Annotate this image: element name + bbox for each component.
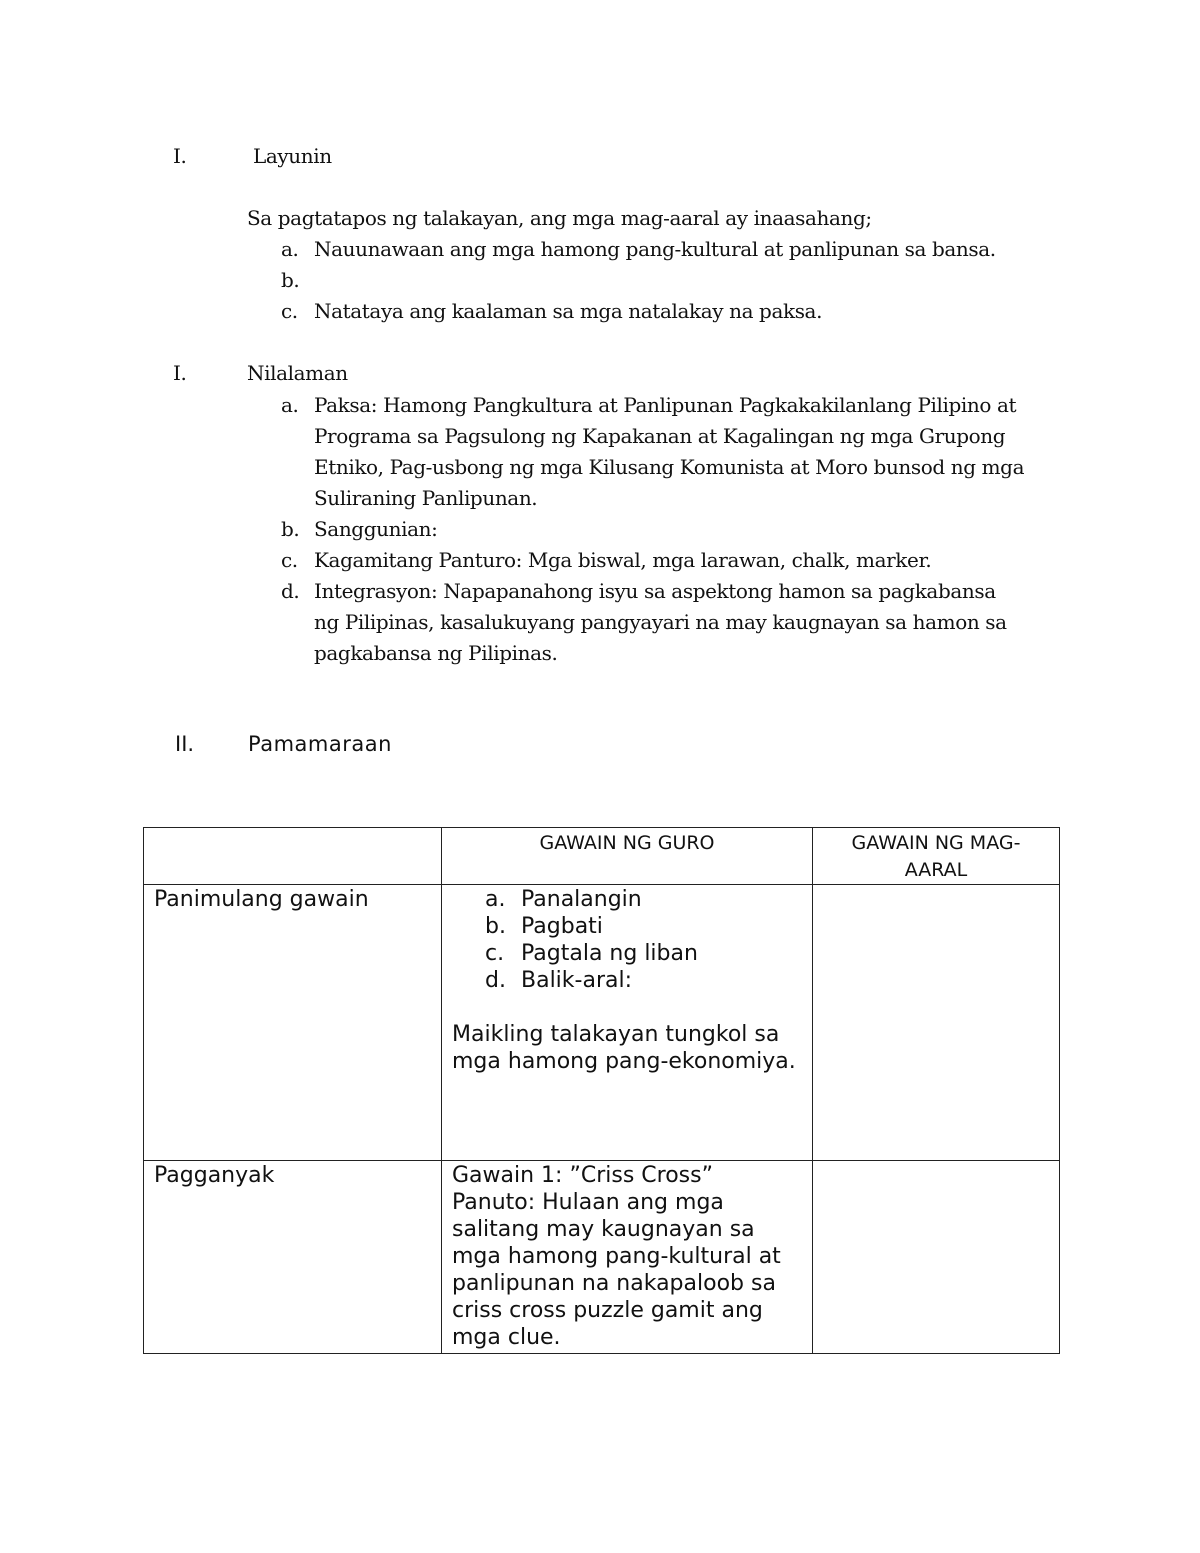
list-marker: b. xyxy=(281,268,300,292)
list-marker: d. xyxy=(485,968,506,993)
student-activity-cell xyxy=(813,1161,1060,1354)
row-label: Panimulang gawain xyxy=(144,885,442,1161)
list-marker: b. xyxy=(281,517,300,541)
list-text: Sanggunian: xyxy=(314,517,438,541)
list-item xyxy=(485,886,802,913)
section-numeral-layunin: I. xyxy=(173,144,187,168)
list-text: Balik-aral: xyxy=(521,968,633,993)
list-marker: d. xyxy=(281,579,300,603)
list-text: Pagbati xyxy=(521,914,603,939)
teacher-activity-cell xyxy=(442,885,813,1161)
list-item xyxy=(485,940,802,967)
student-activity-cell xyxy=(813,885,1060,1161)
table-header-cell: GAWAIN NG GURO xyxy=(442,828,813,885)
list-marker: a. xyxy=(281,393,299,417)
list-text: Panalangin xyxy=(521,887,642,912)
review-note: Maikling talakayan tungkol sa mga hamong pang-ekonomiya. xyxy=(452,1022,796,1074)
section-numeral-nilalaman: I. xyxy=(173,361,187,385)
list-text: Pagtala ng liban xyxy=(521,941,698,966)
list-text: Nauunawaan ang mga hamong pang-kultural at panlipunan sa bansa. xyxy=(314,237,996,261)
list-marker: c. xyxy=(281,299,298,323)
table-row xyxy=(144,885,1060,1161)
lesson-procedure-table xyxy=(143,827,1060,1354)
list-item xyxy=(485,967,802,994)
row-label: Pagganyak xyxy=(144,1161,442,1354)
table-header-row xyxy=(144,828,1060,885)
list-text: Paksa: Hamong Pangkultura at Panlipunan Pagkakakilanlang Pilipino at Programa sa Pagsulong ng Kapakanan at Kagalingan ng mga Grupong Etniko, Pag-usbong ng mga Kilusang Komunista at Moro bunsod ng mga Suliraning Panlipunan. xyxy=(314,393,1025,510)
section-heading-layunin: Layunin xyxy=(253,144,332,168)
section-numeral-pamamaraan: II. xyxy=(175,732,195,756)
table-header-cell xyxy=(144,828,442,885)
list-marker: a. xyxy=(485,887,506,912)
section-heading-pamamaraan: Pamamaraan xyxy=(248,732,392,756)
objectives-intro: Sa pagtatapos ng talakayan, ang mga mag-aaral ay inaasahang; xyxy=(247,206,872,230)
table-header-cell: GAWAIN NG MAG-AARAL xyxy=(813,828,1060,885)
list-marker: a. xyxy=(281,237,299,261)
list-text: Natataya ang kaalaman sa mga natalakay na paksa. xyxy=(314,299,823,323)
list-marker: c. xyxy=(485,941,505,966)
list-marker: b. xyxy=(485,914,506,939)
activity-steps xyxy=(452,886,802,994)
list-marker: c. xyxy=(281,548,298,572)
list-text: Integrasyon: Napapanahong isyu sa aspektong hamon sa pagkabansa ng Pilipinas, kasalukuyang pangyayari na may kaugnayan sa hamon sa pagkabansa ng Pilipinas. xyxy=(314,579,1007,665)
table-row xyxy=(144,1161,1060,1354)
list-item xyxy=(485,913,802,940)
section-heading-nilalaman: Nilalaman xyxy=(247,361,348,385)
list-text: Kagamitang Panturo: Mga biswal, mga larawan, chalk, marker. xyxy=(314,548,932,572)
teacher-activity-cell: Gawain 1: ”Criss Cross” Panuto: Hulaan ang mga salitang may kaugnayan sa mga hamong pang-kultural at panlipunan na nakapaloob sa criss cross puzzle gamit ang mga clue. xyxy=(442,1161,813,1354)
